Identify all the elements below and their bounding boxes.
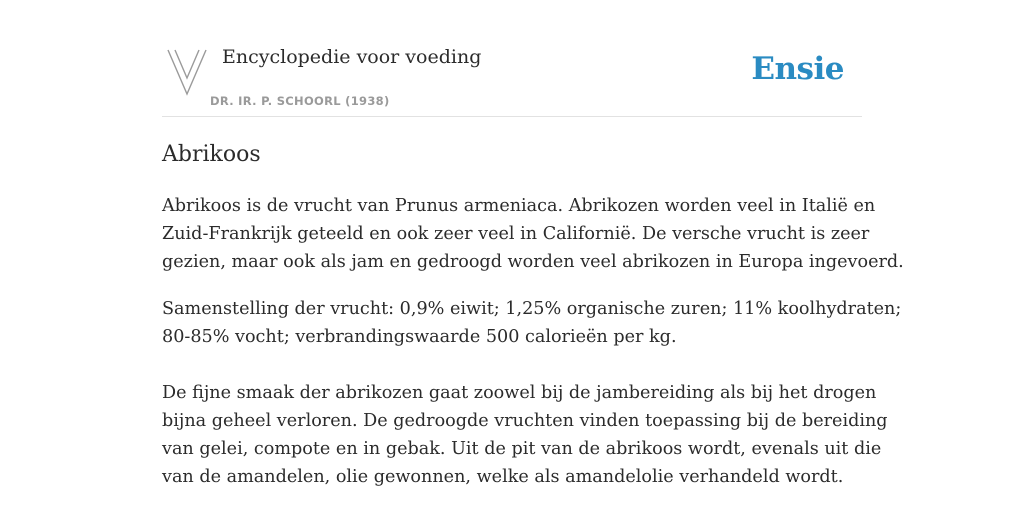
book-title[interactable]: Encyclopedie voor voeding [222, 46, 482, 68]
paragraph-line: gezien, maar ook als jam en gedroogd worden veel abrikozen in Europa ingevoerd. [162, 252, 904, 272]
v-logo-icon[interactable] [166, 48, 208, 96]
paragraph-line: Zuid-Frankrijk geteeld en ook zeer veel in Californië. De versche vrucht is zeer [162, 224, 870, 244]
header [162, 40, 862, 117]
paragraph-line: De fijne smaak der abrikozen gaat zoowel bij de jambereiding als bij het drogen [162, 383, 877, 403]
paragraph-line: bijna geheel verloren. De gedroogde vruchten vinden toepassing bij de bereiding [162, 411, 888, 431]
article-title: Abrikoos [162, 142, 261, 167]
article-paragraph [162, 379, 888, 491]
paragraph-line: Samenstelling der vrucht: 0,9% eiwit; 1,25% organische zuren; 11% koolhydraten; [162, 299, 902, 319]
paragraph-line: van de amandelen, olie gewonnen, welke als amandelolie verhandeld wordt. [162, 467, 844, 487]
paragraph-line: 80-85% vocht; verbrandingswaarde 500 calorieën per kg. [162, 327, 677, 347]
article-paragraph [162, 295, 902, 351]
article-paragraph [162, 192, 904, 276]
paragraph-line: Abrikoos is de vrucht van Prunus armeniaca. Abrikozen worden veel in Italië en [162, 196, 876, 216]
paragraph-line: van gelei, compote en in gebak. Uit de pit van de abrikoos wordt, evenals uit die [162, 439, 882, 459]
book-author: DR. IR. P. SCHOORL (1938) [210, 94, 390, 108]
article [162, 140, 904, 491]
brand-logo[interactable]: Ensie [751, 51, 844, 87]
